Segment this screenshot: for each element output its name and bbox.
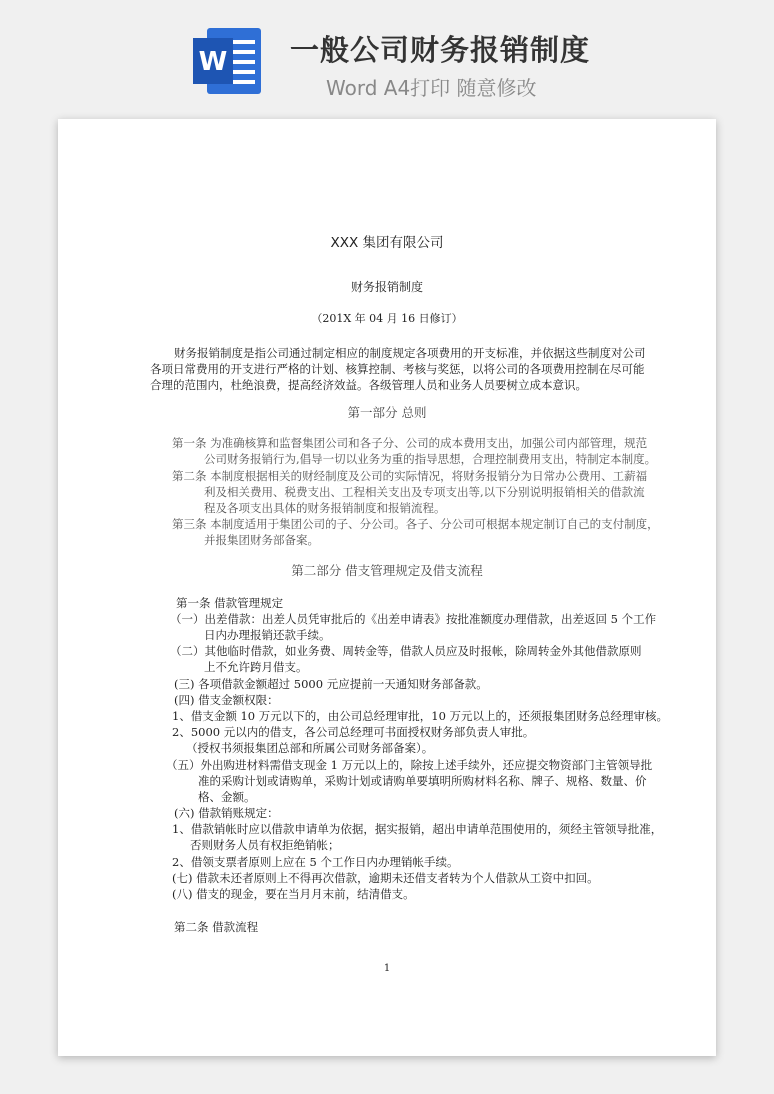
article-line: 公司财务报销行为,倡导一切以业务为重的指导思想，合理控制费用支出，特制定本制度。 [204,452,657,466]
article-line: 上不允许跨月借支。 [204,660,308,674]
article-line: （二）其他临时借款，如业务费、周转金等，借款人员应及时报帐，除周转金外其他借款原则 [170,644,642,658]
company-name: XXX 集团有限公司 [330,235,444,251]
svg-text:W: W [198,47,228,77]
article-line: 1、借款销帐时应以借款申请单为依据，据实报销，超出申请单范围使用的，须经主管领导批准， [172,822,663,836]
article-line: 格、金额。 [198,790,256,804]
article-line: 第一条 借款管理规定 [176,596,284,610]
article-line: （五）外出购进材料需借支现金 1 万元以上的，除按上述手续外，还应提交物资部门主管领导批 [166,758,653,772]
article-line: 日内办理报销还款手续。 [204,628,331,642]
part1-heading: 第一部分 总则 [347,405,427,420]
word-icon [193,26,263,96]
article-line: （授权书须报集团总部和所属公司财务部备案）。 [186,741,434,755]
article-line: 第二条 本制度根据相关的财经制度及公司的实际情况，将财务报销分为日常办公费用、工薪福 [172,469,648,483]
page-title: 一般公司财务报销制度 [290,33,591,67]
article-line: (六) 借款销账规定： [174,806,279,820]
document-page [58,119,716,1056]
page-subtitle: Word A4打印 随意修改 [326,76,537,100]
article-line: （一）出差借款：出差人员凭审批后的《出差申请表》按批准额度办理借款，出差返回 5 个工作 [170,612,657,626]
article-line: 否则财务人员有权拒绝销帐； [190,838,340,852]
document-title: 财务报销制度 [350,280,423,294]
part2-heading: 第二部分 借支管理规定及借支流程 [291,563,483,578]
article-line: 2、5000 元以内的借支，各公司总经理可书面授权财务部负责人审批。 [172,725,535,739]
article-line: (四) 借支金额权限： [174,693,279,707]
article-line: 1、借支金额 10 万元以下的，由公司总经理审批，10 万元以上的，还须报集团财务总经理审核。 [172,709,669,723]
page-number: 1 [383,963,391,974]
article-line: 准的采购计划或请购单，采购计划或请购单要填明所购材料名称、牌子、规格、数量、价 [198,774,647,788]
intro-line: 财务报销制度是指公司通过制定相应的制度规定各项费用的开支标准，并依据这些制度对公司 [174,346,646,360]
article-line: 2、借领支票者原则上应在 5 个工作日内办理销帐手续。 [172,855,459,869]
intro-line: 合理的范围内，杜绝浪费，提高经济效益。各级管理人员和业务人员要树立成本意识。 [150,378,587,392]
article-line: 并报集团财务部备案。 [204,533,319,547]
revision-date: （201X 年 04 月 16 日修订） [311,312,463,325]
article-line: 第三条 本制度适用于集团公司的子、分公司。各子、分公司可根据本规定制订自己的支付制度， [172,517,659,531]
article-line: 第二条 借款流程 [174,920,259,934]
article-line: 程及各项支出具体的财务报销制度和报销流程。 [204,501,446,515]
article-line: (七) 借款未还者原则上不得再次借款，逾期未还借支者转为个人借款从工资中扣回。 [172,871,599,885]
doc-header [0,0,774,110]
article-line: (三) 各项借款金额超过 5000 元应提前一天通知财务部备款。 [174,677,488,691]
intro-line: 各项日常费用的开支进行严格的计划、核算控制、考核与奖惩，以将公司的各项费用控制在尽可能 [150,362,645,376]
article-line: 第一条 为准确核算和监督集团公司和各子分、公司的成本费用支出，加强公司内部管理，规范 [172,436,648,450]
article-line: (八) 借支的现金，要在当月月末前，结清借支。 [172,887,415,901]
article-line: 利及相关费用、税费支出、工程相关支出及专项支出等,以下分别说明报销相关的借款流 [204,485,645,499]
